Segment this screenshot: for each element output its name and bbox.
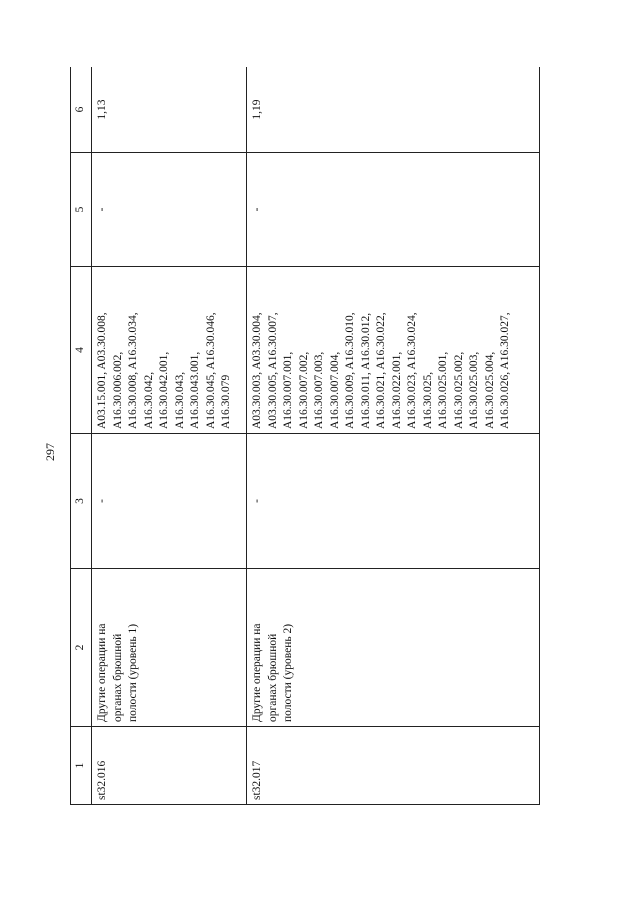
- service-line: A03.30.005, A16.30.007,: [266, 312, 279, 429]
- table-row: [247, 67, 540, 805]
- service-line: A16.30.026, A16.30.027,: [499, 312, 511, 429]
- page-number: 297: [43, 443, 57, 461]
- col5-cell: -: [247, 153, 540, 267]
- service-line: A16.30.043.001,: [189, 351, 201, 429]
- header-row: [71, 67, 92, 805]
- service-line: A16.30.007.002,: [297, 351, 310, 429]
- service-line: A16.30.025.003,: [468, 351, 480, 429]
- services-cell: [92, 267, 247, 434]
- name-cell: [247, 569, 540, 727]
- name-cell: [92, 569, 247, 727]
- col5-cell: -: [92, 153, 247, 267]
- service-line: A16.30.025.002,: [452, 351, 465, 429]
- data-table: [70, 67, 540, 805]
- service-line: A16.30.006.002,: [111, 351, 124, 429]
- code-cell: st32.016: [92, 727, 247, 805]
- name-line: Другие операции на: [96, 623, 108, 722]
- table-row: [92, 67, 247, 805]
- service-line: A03.30.003, A03.30.004,: [251, 312, 263, 429]
- service-line: A16.30.025,: [421, 371, 434, 429]
- header-cell-6: 6: [71, 67, 92, 153]
- header-cell-4: 4: [71, 267, 92, 434]
- col3-cell: -: [247, 434, 540, 569]
- table-frame: [70, 67, 540, 805]
- service-line: A16.30.007.004,: [328, 351, 341, 429]
- name-line: Другие операции на: [251, 623, 263, 722]
- name-line: органах брюшной: [111, 633, 124, 722]
- service-line: A16.30.008, A16.30.034,: [127, 312, 139, 429]
- service-line: A16.30.023, A16.30.024,: [406, 312, 418, 429]
- name-line: органах брюшной: [266, 633, 279, 722]
- service-line: A16.30.011, A16.30.012,: [359, 312, 372, 429]
- header-cell-1: 1: [71, 727, 92, 805]
- service-line: A16.30.022.001,: [390, 351, 403, 429]
- service-line: A16.30.021, A16.30.022,: [375, 312, 387, 429]
- name-line: полости (уровень 1): [127, 623, 139, 722]
- coefficient-cell: 1,13: [92, 67, 247, 153]
- service-line: A16.30.007.001,: [282, 351, 294, 429]
- name-line: полости (уровень 2): [282, 623, 294, 722]
- services-cell: [247, 267, 540, 434]
- header-cell-2: 2: [71, 569, 92, 727]
- service-line: A16.30.042,: [142, 371, 155, 429]
- service-line: A16.30.043,: [173, 371, 186, 429]
- service-line: A16.30.009, A16.30.010,: [344, 312, 356, 429]
- service-line: A16.30.025.004,: [483, 351, 496, 429]
- code-cell: st32.017: [247, 727, 540, 805]
- coefficient-cell: 1,19: [247, 67, 540, 153]
- header-cell-3: 3: [71, 434, 92, 569]
- service-line: A16.30.042.001,: [158, 351, 170, 429]
- rotated-table-container: [70, 67, 540, 805]
- service-line: A16.30.079: [220, 374, 232, 429]
- header-cell-5: 5: [71, 153, 92, 267]
- col3-cell: -: [92, 434, 247, 569]
- service-line: A16.30.045, A16.30.046,: [204, 312, 217, 429]
- service-line: A16.30.025.001,: [437, 351, 449, 429]
- service-line: A03.15.001, A03.30.008,: [96, 312, 108, 429]
- service-line: A16.30.007.003,: [313, 351, 325, 429]
